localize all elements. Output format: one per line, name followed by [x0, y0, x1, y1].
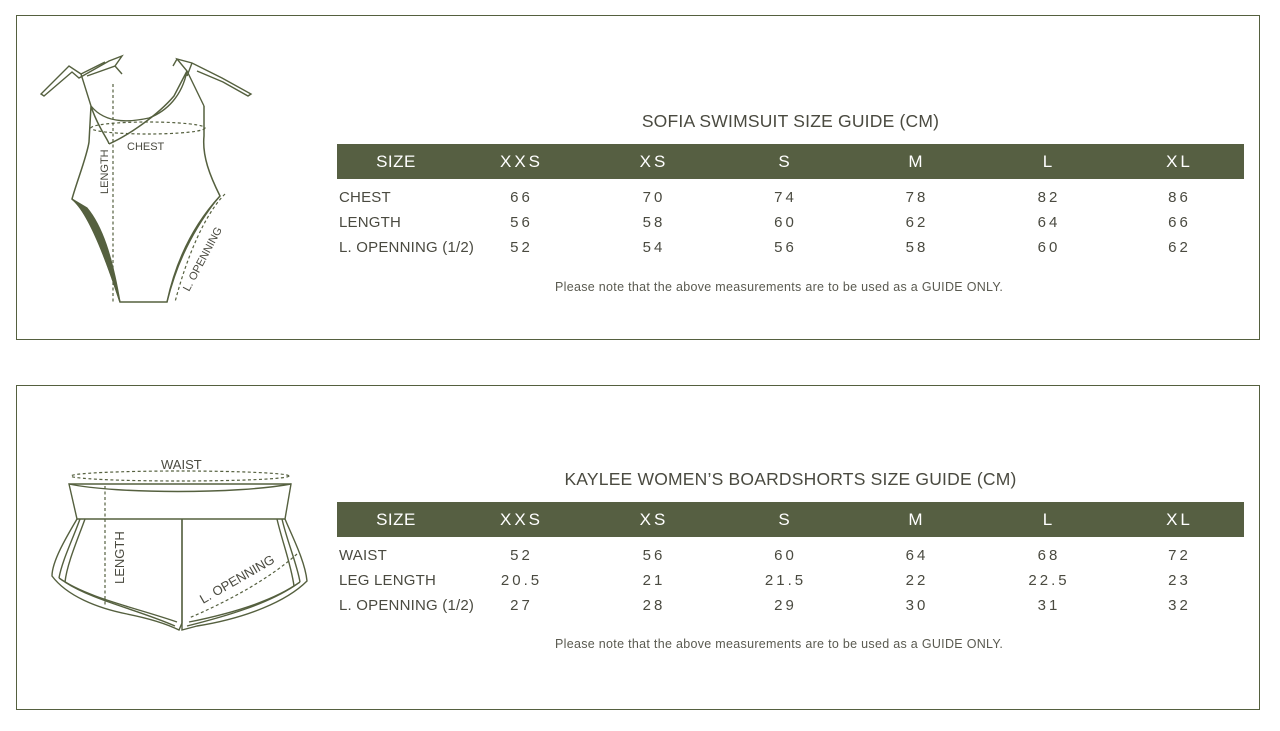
table-cell: 27 [510, 597, 533, 614]
swimsuit-illustration [17, 16, 317, 341]
table-row [337, 537, 1244, 568]
table-cell: 64 [905, 547, 929, 564]
table-cell: 28 [642, 597, 666, 614]
header-xl: XL [1115, 144, 1244, 179]
table-row [337, 235, 1244, 260]
header-m: M [851, 144, 983, 179]
row-label: CHEST [339, 189, 391, 206]
table-row [337, 210, 1244, 235]
table-cell: 62 [1168, 239, 1191, 256]
table-cell: 56 [642, 547, 666, 564]
table-cell: 20.5 [500, 572, 543, 589]
boardshorts-size-table [337, 502, 1244, 618]
table-cell: 60 [1037, 239, 1061, 256]
table-cell: 56 [774, 239, 797, 256]
table-cell: 52 [510, 239, 533, 256]
header-xs: XS [588, 144, 720, 179]
boardshorts-size-guide-card [16, 385, 1260, 710]
table-header-row [337, 502, 1244, 537]
chest-label: CHEST [127, 141, 165, 153]
opening-label: L. OPENNING [197, 551, 278, 607]
length-label: LENGTH [99, 149, 111, 194]
guide-note: Please note that the above measurements are to be used as a GUIDE ONLY. [555, 280, 1004, 294]
table-cell: 52 [510, 547, 533, 564]
table-cell: 82 [1037, 189, 1061, 206]
table-cell: 60 [774, 547, 797, 564]
table-header-row [337, 144, 1244, 179]
header-xxs: XXS [455, 144, 588, 179]
table-cell: 66 [510, 189, 533, 206]
header-m: M [851, 502, 983, 537]
boardshorts-guide-title: KAYLEE WOMEN’S BOARDSHORTS SIZE GUIDE (CM) [564, 469, 1017, 489]
table-cell: 22.5 [1028, 572, 1070, 589]
table-cell: 29 [774, 597, 797, 614]
header-size: SIZE [337, 144, 455, 179]
table-cell: 70 [642, 189, 666, 206]
row-label: LEG LENGTH [339, 572, 437, 589]
table-cell: 78 [905, 189, 929, 206]
row-label: WAIST [339, 547, 387, 564]
header-l: L [983, 502, 1115, 537]
table-cell: 62 [905, 214, 929, 231]
table-cell: 21 [642, 572, 666, 589]
header-xl: XL [1115, 502, 1244, 537]
header-size: SIZE [337, 502, 455, 537]
row-label: L. OPENNING (1/2) [339, 239, 475, 256]
header-xxs: XXS [455, 502, 588, 537]
row-label: LENGTH [339, 214, 402, 231]
table-cell: 58 [642, 214, 666, 231]
swimsuit-size-guide-card [16, 15, 1260, 340]
table-cell: 22 [905, 572, 929, 589]
row-label: L. OPENNING (1/2) [339, 597, 475, 614]
header-s: S [720, 502, 851, 537]
table-cell: 30 [905, 597, 929, 614]
table-cell: 60 [774, 214, 797, 231]
table-cell: 64 [1037, 214, 1061, 231]
length-label: LENGTH [112, 531, 127, 584]
table-cell: 68 [1037, 547, 1061, 564]
table-cell: 56 [510, 214, 533, 231]
boardshorts-illustration [17, 386, 317, 711]
table-cell: 66 [1168, 214, 1191, 231]
table-cell: 32 [1168, 597, 1191, 614]
table-cell: 86 [1168, 189, 1191, 206]
table-cell: 23 [1168, 572, 1191, 589]
table-cell: 31 [1037, 597, 1061, 614]
header-xs: XS [588, 502, 720, 537]
guide-note: Please note that the above measurements are to be used as a GUIDE ONLY. [555, 637, 1004, 651]
table-cell: 74 [774, 189, 797, 206]
header-l: L [983, 144, 1115, 179]
table-row [337, 593, 1244, 618]
swimsuit-size-table [337, 144, 1244, 260]
opening-label: L. OPENNING [181, 225, 225, 294]
table-cell: 21.5 [764, 572, 807, 589]
table-cell: 54 [642, 239, 666, 256]
table-row [337, 568, 1244, 593]
table-cell: 72 [1168, 547, 1191, 564]
table-cell: 58 [905, 239, 929, 256]
table-row [337, 179, 1244, 210]
swimsuit-guide-title: SOFIA SWIMSUIT SIZE GUIDE (CM) [641, 111, 940, 131]
waist-label: WAIST [161, 457, 202, 472]
header-s: S [720, 144, 851, 179]
